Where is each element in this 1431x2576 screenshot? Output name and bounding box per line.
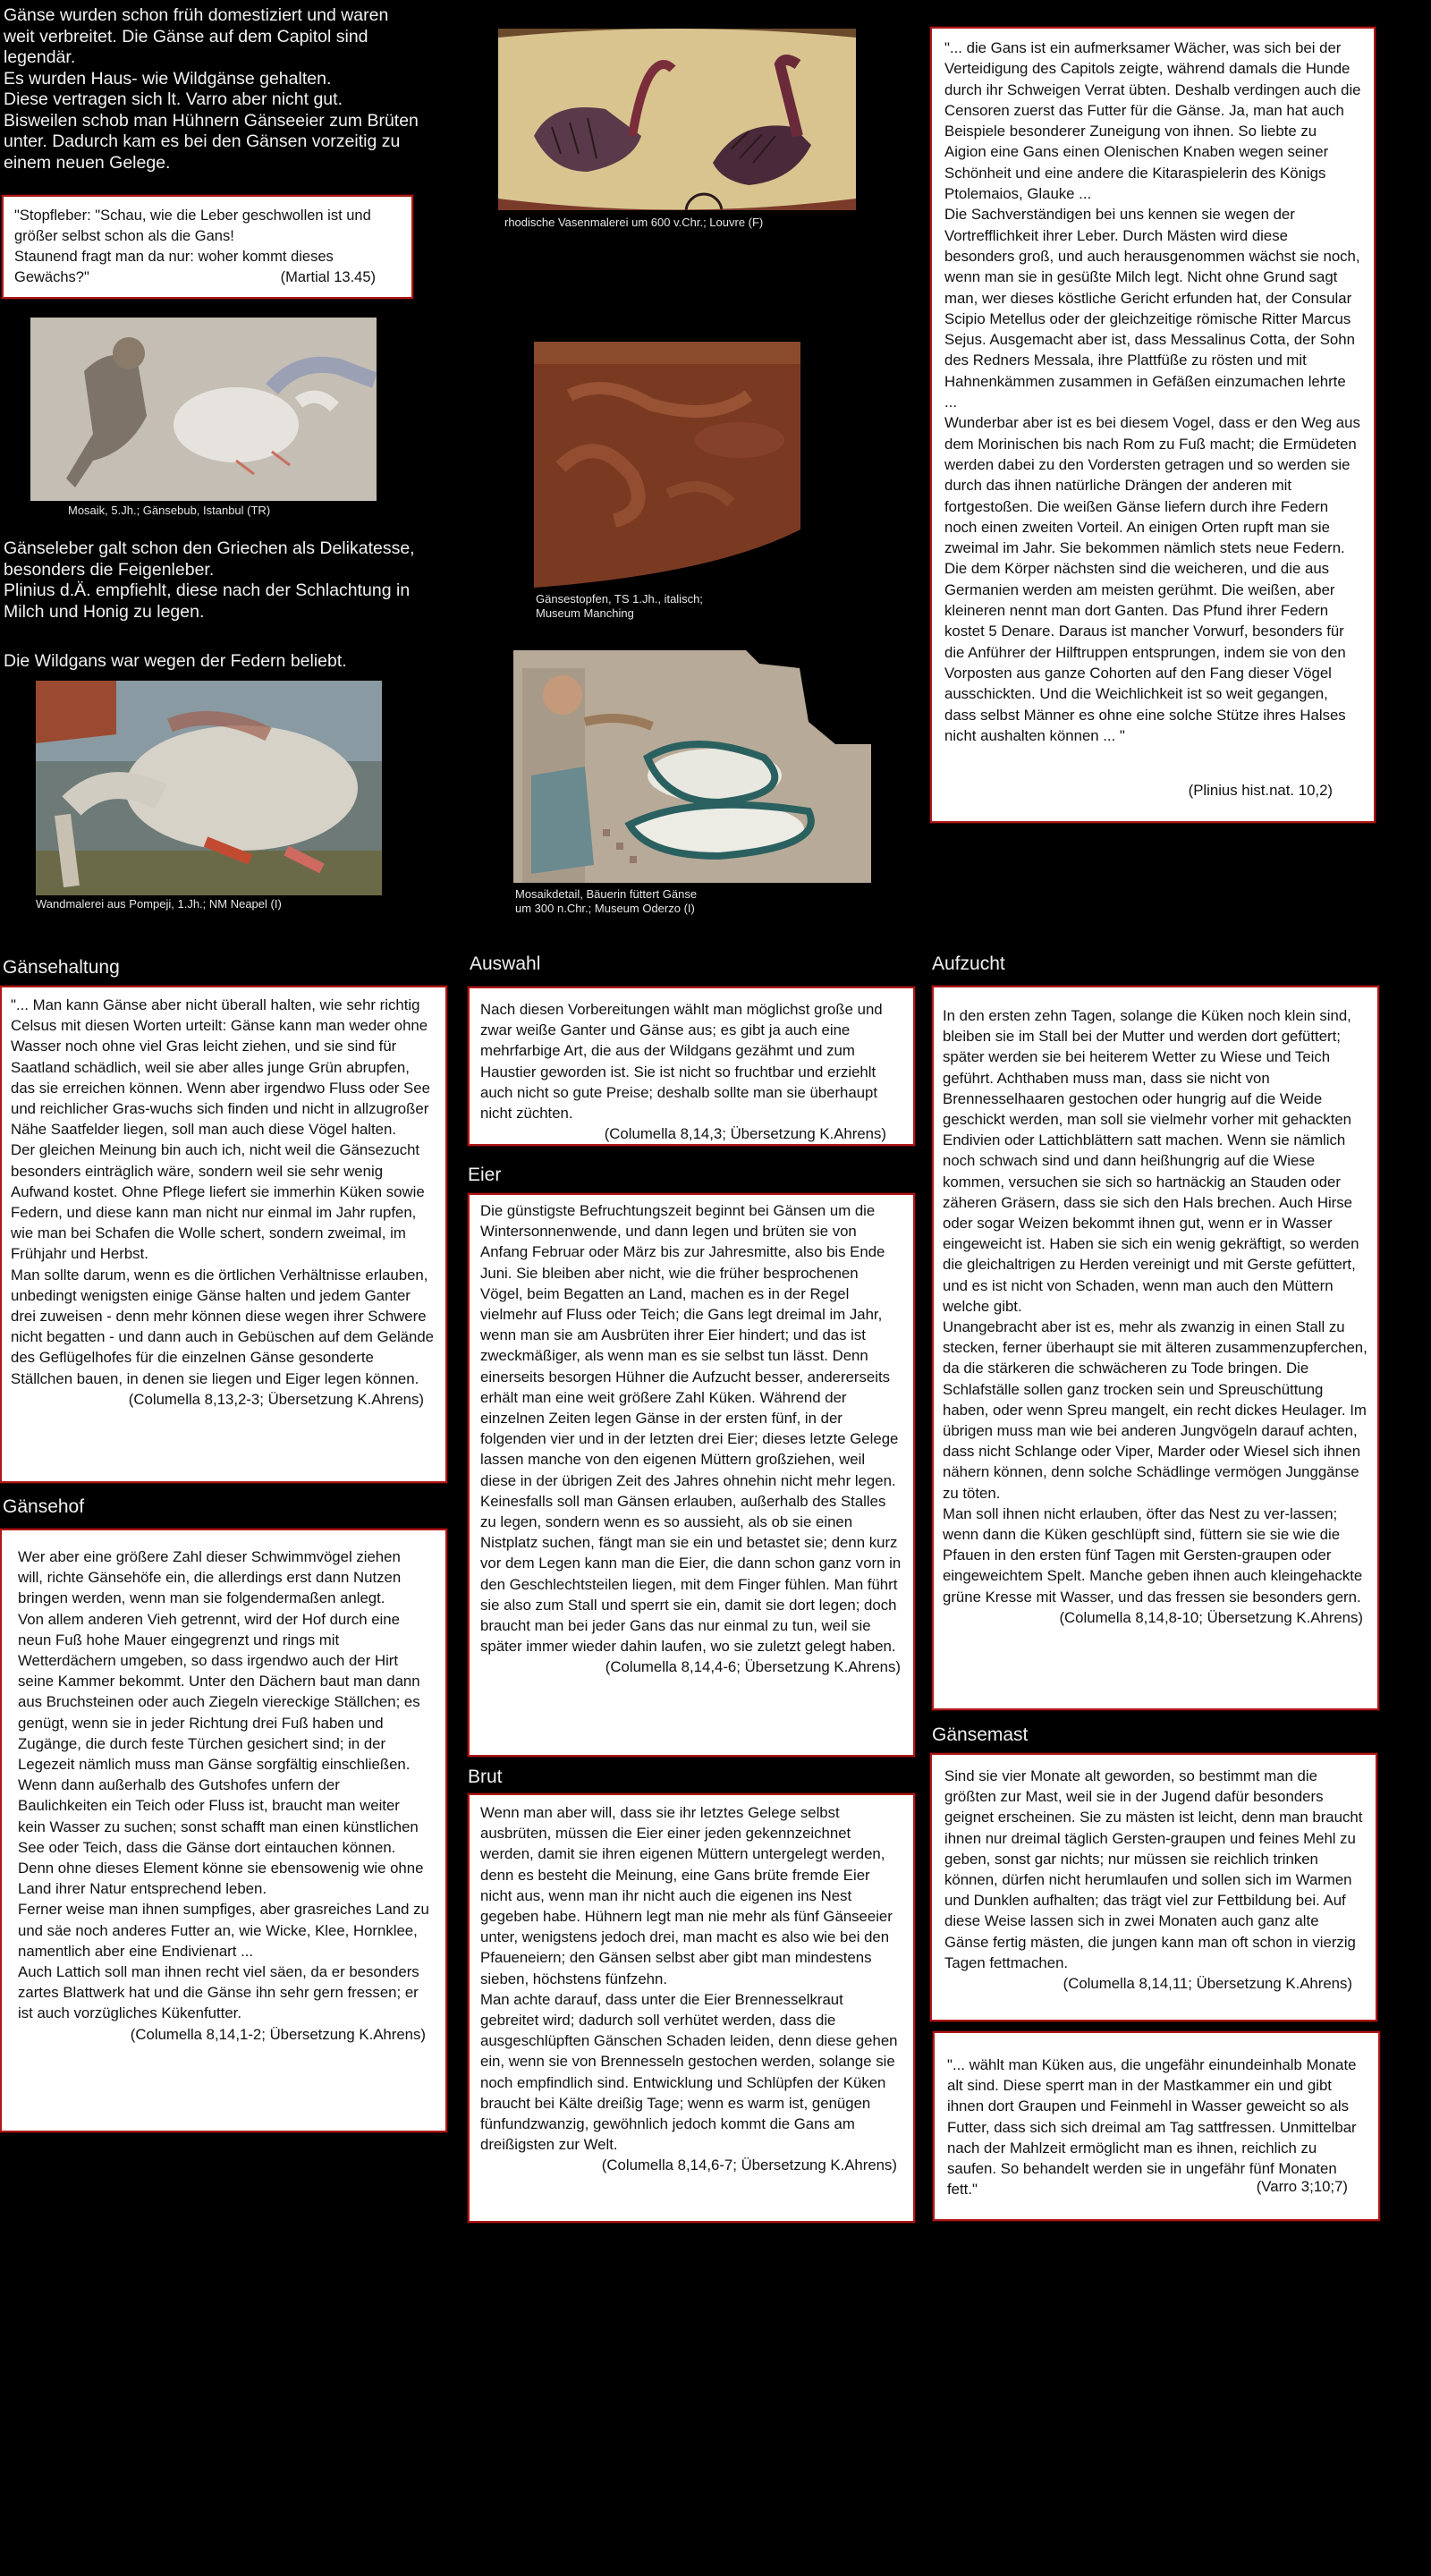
terra-sigillata-bowl-image: [534, 342, 800, 588]
pompeii-wall-painting-caption: Wandmalerei aus Pompeji, 1.Jh.; NM Neapel (I): [36, 897, 282, 911]
heading-eier: Eier: [468, 1165, 502, 1185]
gaensemast-box: [930, 1753, 1377, 2021]
brut-box: [468, 1793, 915, 2223]
varro-quote-cite: (Varro 3;10;7): [1256, 2178, 1348, 2195]
plinius-quote-box: [930, 27, 1376, 823]
mosaic-boy-goose-image: [30, 318, 377, 501]
gaensehof-cite: (Columella 8,14,1-2; Übersetzung K.Ahrens): [130, 2025, 426, 2043]
vase-painting-caption: rhodische Vasenmalerei um 600 v.Chr.; Louvre (F): [504, 216, 764, 229]
eier-box: [468, 1193, 915, 1757]
varro-quote-box: [933, 2031, 1380, 2221]
mosaic-farmer-caption: Mosaikdetail, Bäuerin füttert Gänse um 300 n.Chr.; Museum Oderzo (I): [515, 887, 698, 915]
terra-sigillata-caption: Gänsestopfen, TS 1.Jh., italisch; Museum Manching: [536, 592, 703, 620]
heading-gaensehaltung: Gänsehaltung: [3, 957, 120, 978]
mosaic-farmer-feeding-geese-image: [513, 650, 871, 883]
gaensehaltung-cite: (Columella 8,13,2-3; Übersetzung K.Ahrens): [128, 1390, 424, 1408]
auswahl-text: Nach diesen Vorbereitungen wählt man möglichst große und zwar weiße Ganter und Gänse aus; es gibt ja auch eine mehrfarbige Art, die aus der Wildgans gezähmt und zum Haustier geworden ist. Sie ist nicht so fruchtbar und erziehlt auch nicht so gute Preise; deshalb sollte man sie überhaupt nicht züchten.: [480, 1001, 883, 1123]
vase-painting-image: [498, 29, 856, 210]
martial-quote-text: "Stopfleber: "Schau, wie die Leber geschwollen ist und größer selbst schon als die Gans! Staunend fragt man da nur: woher kommt dieses Gewächs?": [14, 208, 371, 285]
brut-text: Wenn man aber will, dass sie ihr letztes Gelege selbst ausbrüten, müssen die Eier einer jeden gekennzeichnet werden, damit sie ihren eigenen Müttern untergelegt werden, denn es besteht die Meinung, eine Gans brüte fremde Eier nicht aus, wenn man ihr nicht auch die eigenen ins Nest gegeben habe. Hühnern legt man nie mehr als fünf Gänseeier unter, wenigstens jedoch drei, man macht es also wie bei den Pfaueneiern; den Gänsen selbst aber gibt man mindestens sieben, höchstens fünfzehn. Man achte darauf, dass unter die Eier Brennesselkraut gebreitet wird; dadurch soll verhütet werden, dass die ausgeschlüpften Gänschen Schaden leiden, denn diese gehen ein, wenn sie von Brennesseln gestochen werden, solange sie noch empfindlich sind. Entwicklung und Schlüpfen der Küken braucht bei Kälte dreißig Tage; wenn es warm ist, genügen fünfundzwanzig, gewöhnlich jedoch kommt die Gans am dreißigsten zur Welt.: [480, 1804, 898, 2154]
auswahl-cite: (Columella 8,14,3; Übersetzung K.Ahrens): [604, 1125, 886, 1143]
gaensemast-text: Sind sie vier Monate alt geworden, so bestimmt man die größten zur Mast, weil sie in der Jugend dafür besonders geignet erscheinen. Sie zu mästen ist leicht, denn man braucht ihnen nur dreimal täglich Gersten-graupen und feines Mehl zu geben, sonst gar nichts; nur müssen sie reichlich trinken können, dürfen nicht herumlaufen und sollen sich im Warmen und Dunklen aufhalten; das trägt viel zur Fettbildung bei. Auf diese Weise lassen sich in zwei Monaten auch ganz alte Gänse fertig mästen, die jungen kann man oft schon in vierzig Tagen fettmachen.: [944, 1767, 1363, 1971]
heading-auswahl: Auswahl: [470, 953, 541, 974]
martial-quote-cite: (Martial 13.45): [280, 269, 376, 285]
intro-paragraph-3: Die Wildgans war wegen der Federn beliebt.: [4, 651, 347, 671]
plinius-quote-text: "... die Gans ist ein aufmerksamer Wächer, was sich bei der Verteidigung des Capitols zeigte, während damals die Hunde durch ihr Schweigen Verrat übten. Deshalb verdingen auch die Censoren zuerst das Futter für die Gänse. Ja, man hat auch Beispiele besonderer Zuneigung von ihnen. So liebte zu Aigion eine Gans einen Olenischen Knaben wegen seiner Schönheit und eine andere die Kitaraspielerin des Königs Ptolemaios, Glauke ... Die Sachverständigen bei uns kennen sie wegen der Vortrefflichkeit ihrer Leber. Durch Mästen wird diese besonders groß, und auch herausgenommen wächst sie noch, wenn man sie in gesüßte Milch legt. Nicht ohne Grund sagt man, wer dieses köstliche Gericht erfunden hat, der Consular Scipio Metellus oder der gleichzeitige römische Ritter Marcus Sejus. Ausgemacht aber ist, dass Messalinus Cotta, der Sohn des Redners Messala, ihre Plattfüße zu rösten und mit Hahnenkämmen zusammen in Gefäßen einzumachen lehrte ... Wunderbar aber ist es bei diesem Vogel, dass er den Weg aus dem Morinischen bis nach Rom zu Fuß macht; die Ermüdeten werden dabei zu den Vordersten getragen und so werden sie durch das ihnen natürliche Drängen der anderen mit fortgestoßen. Die weißen Gänse liefern durch ihre Federn noch einen zweiten Vorteil. An einigen Orten rupft man sie zweimal im Jahr. Sie bekommen nämlich stets neue Federn. Die dem Körper nächsten sind die weicheren, und die aus Germanien werden am meisten gerühmt. Die weißen, aber kleineren nennt man dort Ganten. Das Pfund ihrer Federn kostet 5 Denare. Daraus ist mancher Vorwurf, besonders für die Anführer der Hilftruppen entsprungen, indem sie von den Vorposten aus ganze Cohorten auf den Fang dieser Vögel ausschickten. Und die Weichlichkeit ist so weit gegangen, dass selbst Männer es ohne eine solche Stütze ihres Halses nicht aushalten können ... ": [944, 39, 1361, 744]
varro-quote-text: "... wählt man Küken aus, die ungefähr einundeinhalb Monate alt sind. Diese sperrt man in der Mastkammer ein und gibt ihnen dort Graupen und Feinmehl in Wasser geweicht so als Futter, dass sich sich dreimal am Tag sattfressen. Unmittelbar nach der Mahlzeit ermöglicht man es ihnen, reichlich zu saufen. So behandelt werden sie in ungefähr fünf Monaten fett.": [947, 2056, 1357, 2199]
gaensehaltung-box: [0, 986, 447, 1483]
gaensehof-box: [0, 1529, 447, 2132]
heading-aufzucht: Aufzucht: [932, 953, 1005, 974]
eier-text: Die günstigste Befruchtungszeit beginnt bei Gänsen um die Wintersonnenwende, und dann legen und brüten sie von Anfang Februar oder März bis zur Jahresmitte, also bis Ende Juni. Sie bleiben aber nicht, wie die früher besprochenen Vögel, beim Begatten an Land, machen es in der Regel vielmehr auf Fluss oder Teich; die Gans legt dreimal im Jahr, wenn man sie am Ausbrüten ihrer Eier hindert; und das ist zweckmäßiger, als wenn man es sie selbst tun lässt. Denn einerseits besorgen Hühner die Aufzucht besser, andererseits erhält man eine weit größere Zahl Küken. Während der einzelnen Zeiten legen Gänse in der ersten fünf, in der folgenden vier und in der letzten drei Eier; dieses letzte Gelege lassen manche von den eigenen Müttern großziehen, weil diese in der übrigen Zeit des Jahres ohnehin nicht mehr legen. Keinesfalls soll man Gänsen erlauben, außerhalb des Stalles zu legen, sondern wenn es so aussieht, als ob sie einen Nistplatz suchen, fängt man sie ein und betastet sie; denn kurz vor dem Legen kann man die Eier, die dann schon ganz vorn in den Geschlechtsteilen liegen, mit dem Finger fühlen. Man führt sie also zum Stall und sperrt sie ein, damit sie dort legen; doch braucht man bei jeder Gans das nur einmal zu tun, weil sie später immer wieder dahin laufen, wo sie zuletzt gelegt haben.: [480, 1202, 902, 1656]
plinius-quote-cite: (Plinius hist.nat. 10,2): [1188, 782, 1333, 799]
heading-gaensehof: Gänsehof: [3, 1496, 85, 1517]
aufzucht-text: In den ersten zehn Tagen, solange die Küken noch klein sind, bleiben sie im Stall bei der Mutter und werden dort gefüttert; später werden sie bei heiterem Wetter zu Wiese und Teich geführt. Achthaben muss man, dass sie nicht von Brennesselhaaren gestochen oder hungrig auf die Weide geschickt werden, man soll sie vielmehr vorher mit gehackten Endivien oder Lattichblättern satt machen. Wenn sie nämlich noch schwach sind und dann heißhungrig auf die Wiese kommen, versuchen sie sich so hartnäckig an Stauden oder zäheren Gräsern, dass sie sich den Hals brechen. Auch Hirse oder sogar Weizen bekommt ihnen gut, wenn er in Wasser eingeweicht ist. Haben sie sich ein wenig gekräftigt, so werden die gleichaltrigen zu Herden vereinigt und mit Gerste gefüttert, und es ist nicht von Schaden, wenn man auch den Müttern welche gibt. Unangebracht aber ist es, mehr als zwanzig in einen Stall zu stecken, ferner überhaupt sie mit älteren zusammenzupferchen, da die stärkeren die schwächeren zu Tode bringen. Die Schlafställe sollen ganz trocken sein und Spreuschüttung haben, oder wenn Spreu mangelt, ein recht dickes Heulager. Im übrigen muss man wie bei anderen Jungvögeln darauf achten, dass nicht Schlange oder Viper, Marder oder Wiesel sich ihnen nähern können, denn solche Schädlinge vermögen Junggänse zu töten. Man soll ihnen nicht erlauben, öfter das Nest zu ver-lassen; wenn dann die Küken geschlüpft sind, füttern sie sie wie die Pfauen in den ersten fünf Tagen mit Gersten-graupen oder eingeweichtem Spelt. Manche geben ihnen auch kleingehackte grüne Kresse mit Wasser, und das fressen sie besonders gern.: [943, 1007, 1367, 1606]
heading-gaensemast: Gänsemast: [932, 1724, 1029, 1745]
pompeii-wall-painting-image: [36, 681, 382, 895]
gaensehof-text: Wer aber eine größere Zahl dieser Schwimmvögel ziehen will, richte Gänsehöfe ein, die allerdings erst dann Nutzen bringen werden, wenn man sie folgendermaßen anlegt. Von allem anderen Vieh getrennt, wird der Hof durch eine neun Fuß hohe Mauer eingegrenzt und rings mit Wetterdächern umgeben, so dass irgendwo auch der Hirt seine Kammer bekommt. Unter den Dächern baut man dann aus Bruchsteinen oder auch Ziegeln viereckige Ställchen; es genügt, wenn sie in jeder Richtung drei Fuß haben und Zugänge, die durch feste Türchen gesichert sind; in der Legezeit nämlich muss man Gänse sorgfältig einschließen. Wenn dann außerhalb des Gutshofes unfern der Baulichkeiten ein Teich oder Fluss ist, braucht man weiter kein Wasser zu suchen; sonst schafft man einen künstlichen See oder Teich, dass die Gänse dort eintauchen können. Denn ohne dieses Element könne sie ebensowenig wie ohne Land ihrer Natur entsprechend leben. Ferner weise man ihnen sumpfiges, aber grasreiches Land zu und säe noch anderes Futter an, wie Wicke, Klee, Hornklee, namentlich aber eine Endivienart ... Auch Lattich soll man ihnen recht viel säen, da er besonders zartes Blattwerk hat und die Gänse ihn sehr gern fressen; er ist auch vorzügliches Kükenfutter.: [18, 1548, 429, 2022]
mosaic-boy-goose-caption: Mosaik, 5.Jh.; Gänsebub, Istanbul (TR): [68, 504, 271, 517]
intro-paragraph-2: Gänseleber galt schon den Griechen als Delikatesse, besonders die Feigenleber. Plinius d.Ä. empfiehlt, diese nach der Schlachtung in Milch und Honig zu legen.: [4, 538, 415, 622]
heading-brut: Brut: [468, 1767, 503, 1787]
gaensehaltung-text: "... Man kann Gänse aber nicht überall halten, wie sehr richtig Celsus mit diesen Worten urteilt: Gänse kann man weder ohne Wasser noch ohne viel Gras leicht ziehen, und sie sind für Saatland schädlich, weil sie aber alles junge Grün abrupfen, das sie erreichen können. Wenn aber irgendwo Fluss oder See und reichlicher Gras-wuchs sich finden und nicht in allzugroßer Nähe Saatfelder liegen, soll man auch diese Vögel halten. Der gleichen Meinung bin auch ich, nicht weil die Gänsezucht besonders einträglich wäre, sondern weil sie sehr wenig Aufwand kostet. Ohne Pflege liefert sie immerhin Küken sowie Federn, und diese kann man nicht nur einmal im Jahr rupfen, wie man bei Schafen die Wolle schert, sondern zweimal, im Frühjahr und Herbst. Man sollte darum, wenn es die örtlichen Verhältnisse erlauben, unbedingt wenigsten einige Gänse halten und jedem Ganter drei zuweisen - denn mehr können diese wegen ihrer Schwere nicht begatten - und dann auch in Gebüschen auf dem Gelände des Geflügelhofes für die einzelnen Gänse gesonderte Ställchen bauen, in denen sie liegen und Eiger legen können.: [11, 996, 435, 1387]
aufzucht-cite: (Columella 8,14,8-10; Übersetzung K.Ahrens): [1059, 1608, 1363, 1626]
eier-cite: (Columella 8,14,4-6; Übersetzung K.Ahrens): [605, 1658, 901, 1676]
auswahl-box: [468, 987, 915, 1146]
intro-paragraph-1: Gänse wurden schon früh domestiziert und waren weit verbreitet. Die Gänse auf dem Capitol sind legendär. Es wurden Haus- wie Wildgänse gehalten. Diese vertragen sich lt. Varro aber nicht gut. Bisweilen schob man Hühnern Gänseeier zum Brüten unter. Dadurch kam es bei den Gänsen vorzeitig zu einem neuen Gelege.: [4, 5, 419, 173]
gaensemast-cite: (Columella 8,14,11; Übersetzung K.Ahrens): [1063, 1975, 1352, 1993]
brut-cite: (Columella 8,14,6-7; Übersetzung K.Ahrens): [601, 2157, 897, 2174]
aufzucht-box: [932, 986, 1379, 1710]
martial-quote-box: [2, 195, 413, 299]
